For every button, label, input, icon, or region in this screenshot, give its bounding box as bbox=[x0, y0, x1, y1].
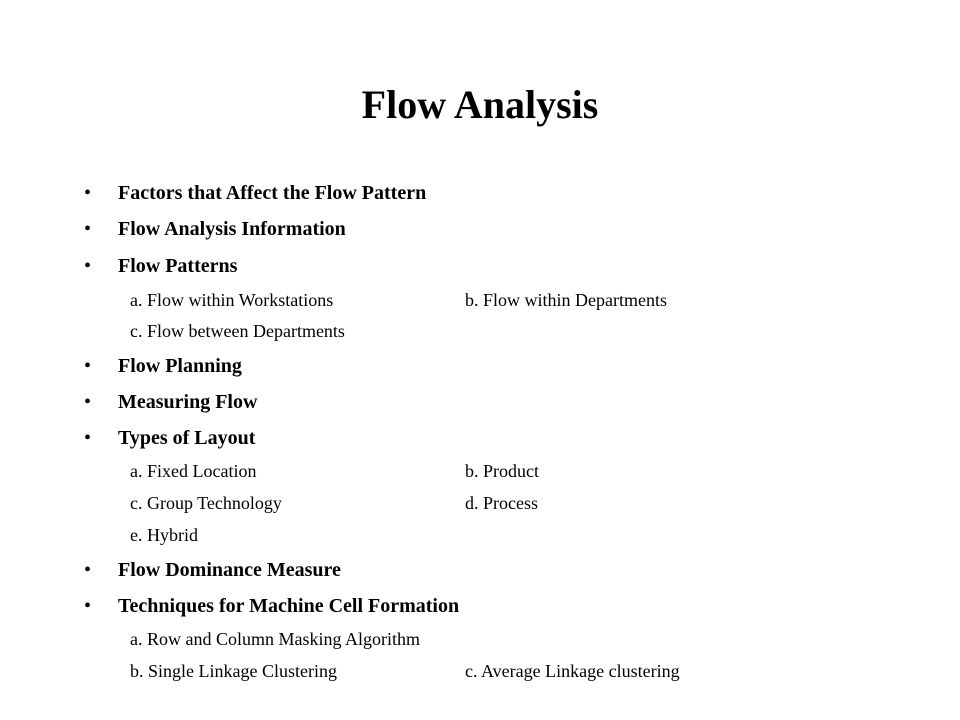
bullet-label: Factors that Affect the Flow Pattern bbox=[118, 182, 427, 204]
sub-item: b. Flow within Departments bbox=[465, 290, 667, 310]
bullet-icon: • bbox=[84, 559, 92, 581]
sub-item: b. Product bbox=[465, 461, 539, 481]
bullet-icon: • bbox=[84, 255, 92, 277]
slide-title: Flow Analysis bbox=[361, 82, 599, 127]
sub-item: a. Row and Column Masking Algorithm bbox=[130, 629, 420, 649]
bullet-icon: • bbox=[84, 595, 92, 617]
sub-item: e. Hybrid bbox=[130, 525, 198, 545]
sub-item: d. Process bbox=[465, 493, 538, 513]
bullet-icon: • bbox=[84, 355, 92, 377]
bullet-label: Techniques for Machine Cell Formation bbox=[118, 595, 460, 617]
sub-item: b. Single Linkage Clustering bbox=[130, 661, 337, 681]
bullet-label: Types of Layout bbox=[118, 427, 256, 449]
sub-item: a. Fixed Location bbox=[130, 461, 257, 481]
bullet-label: Flow Analysis Information bbox=[118, 218, 346, 240]
sub-item: a. Flow within Workstations bbox=[130, 290, 334, 310]
bullet-icon: • bbox=[84, 427, 92, 449]
bullet-label: Flow Patterns bbox=[118, 255, 238, 277]
bullet-icon: • bbox=[84, 391, 92, 413]
sub-item: c. Flow between Departments bbox=[130, 321, 345, 341]
bullet-label: Flow Planning bbox=[118, 355, 242, 377]
bullet-icon: • bbox=[84, 218, 92, 240]
bullet-label: Flow Dominance Measure bbox=[118, 559, 341, 581]
bullet-label: Measuring Flow bbox=[118, 391, 258, 413]
sub-item: c. Group Technology bbox=[130, 493, 282, 513]
bullet-icon: • bbox=[84, 182, 92, 204]
sub-item: c. Average Linkage clustering bbox=[465, 661, 680, 681]
